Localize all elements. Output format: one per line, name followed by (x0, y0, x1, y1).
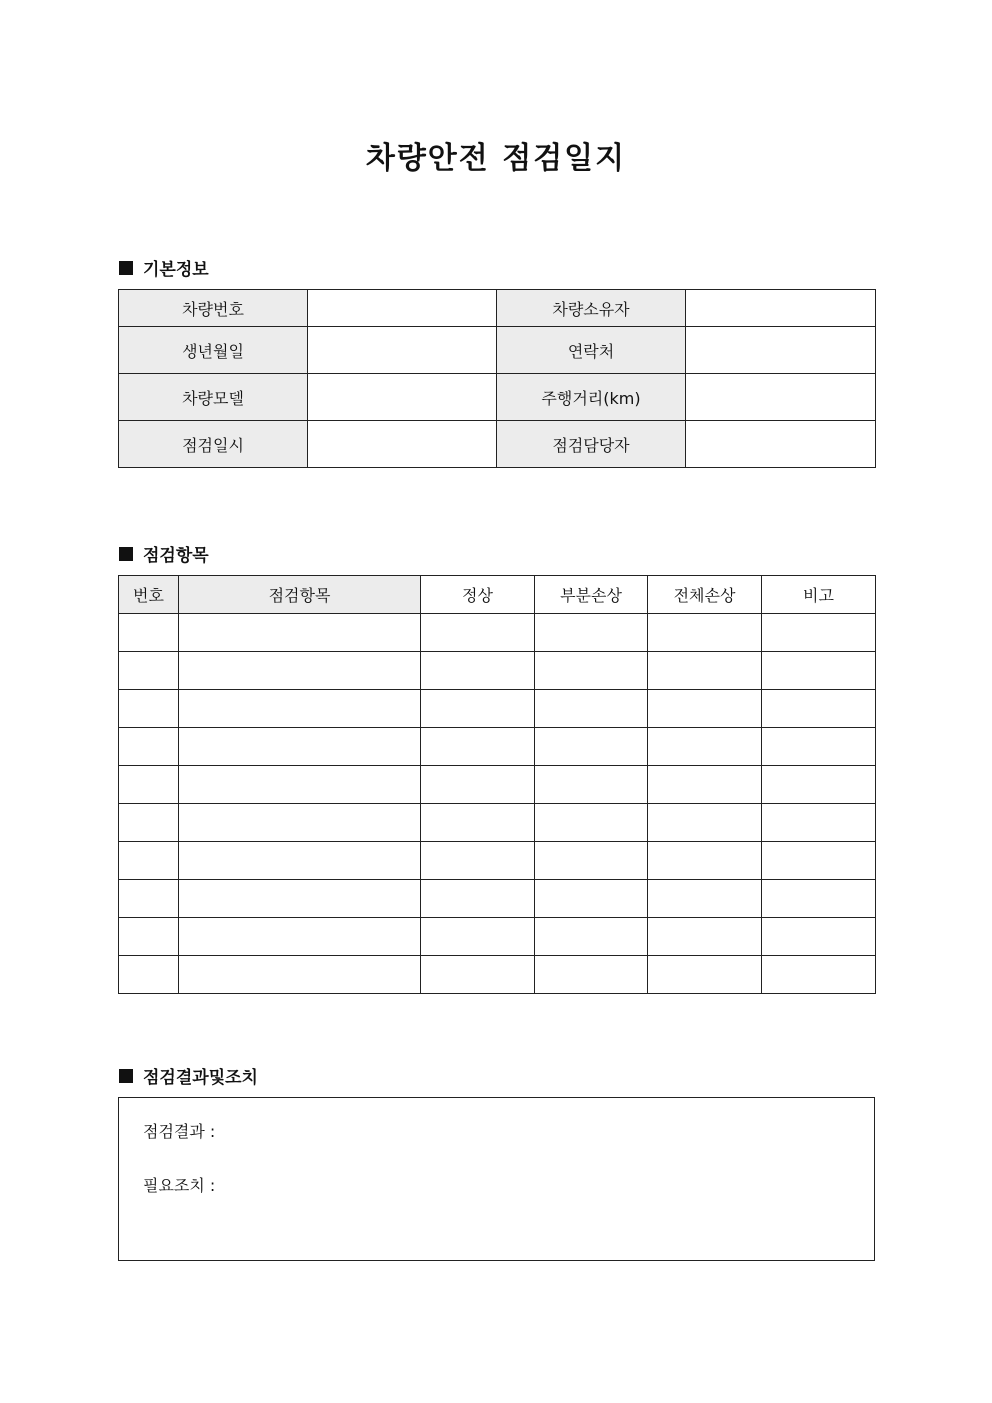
check-items-table (118, 575, 876, 994)
square-bullet-icon (119, 547, 133, 561)
remarks-cell[interactable] (762, 728, 876, 766)
inspector-label: 점검담당자 (497, 421, 686, 468)
vehicle-model-label: 차량모델 (119, 374, 308, 421)
partial-damage-cell[interactable] (535, 690, 648, 728)
item-cell[interactable] (179, 880, 421, 918)
inspector-field[interactable] (686, 421, 876, 468)
normal-cell[interactable] (421, 956, 535, 994)
column-header-normal: 정상 (421, 576, 535, 614)
mileage-field[interactable] (686, 374, 876, 421)
vehicle-owner-label: 차량소유자 (497, 290, 686, 327)
square-bullet-icon (119, 1069, 133, 1083)
number-cell[interactable] (119, 956, 179, 994)
partial-damage-cell[interactable] (535, 614, 648, 652)
normal-cell[interactable] (421, 804, 535, 842)
normal-cell[interactable] (421, 614, 535, 652)
result-box (118, 1097, 875, 1261)
birth-date-field[interactable] (308, 327, 497, 374)
contact-label: 연락처 (497, 327, 686, 374)
item-cell[interactable] (179, 956, 421, 994)
normal-cell[interactable] (421, 652, 535, 690)
inspection-date-field[interactable] (308, 421, 497, 468)
remarks-cell[interactable] (762, 614, 876, 652)
check-items-heading-label: 점검항목 (143, 546, 209, 566)
total-damage-cell[interactable] (648, 804, 762, 842)
item-cell[interactable] (179, 690, 421, 728)
remarks-cell[interactable] (762, 804, 876, 842)
partial-damage-cell[interactable] (535, 728, 648, 766)
column-header-remarks: 비고 (762, 576, 876, 614)
partial-damage-cell[interactable] (535, 804, 648, 842)
partial-damage-cell[interactable] (535, 842, 648, 880)
table-row (119, 956, 876, 994)
item-cell[interactable] (179, 918, 421, 956)
table-row (119, 842, 876, 880)
required-action-label: 필요조치 : (143, 1176, 216, 1195)
basic-info-heading (119, 255, 209, 280)
table-row (119, 690, 876, 728)
result-heading-label: 점검결과및조치 (143, 1068, 258, 1088)
basic-info-table (118, 289, 876, 468)
remarks-cell[interactable] (762, 918, 876, 956)
column-header-item: 점검항목 (179, 576, 421, 614)
number-cell[interactable] (119, 804, 179, 842)
remarks-cell[interactable] (762, 652, 876, 690)
item-cell[interactable] (179, 614, 421, 652)
partial-damage-cell[interactable] (535, 652, 648, 690)
normal-cell[interactable] (421, 842, 535, 880)
number-cell[interactable] (119, 918, 179, 956)
item-cell[interactable] (179, 728, 421, 766)
total-damage-cell[interactable] (648, 956, 762, 994)
table-row (119, 290, 876, 327)
item-cell[interactable] (179, 766, 421, 804)
page-title: 차량안전 점검일지 (365, 141, 627, 176)
vehicle-number-label: 차량번호 (119, 290, 308, 327)
column-header-partial-damage: 부분손상 (535, 576, 648, 614)
partial-damage-cell[interactable] (535, 956, 648, 994)
item-cell[interactable] (179, 804, 421, 842)
table-row (119, 918, 876, 956)
inspection-result-label: 점검결과 : (143, 1122, 216, 1141)
remarks-cell[interactable] (762, 842, 876, 880)
total-damage-cell[interactable] (648, 690, 762, 728)
total-damage-cell[interactable] (648, 842, 762, 880)
total-damage-cell[interactable] (648, 728, 762, 766)
partial-damage-cell[interactable] (535, 880, 648, 918)
vehicle-number-field[interactable] (308, 290, 497, 327)
number-cell[interactable] (119, 728, 179, 766)
table-row (119, 327, 876, 374)
vehicle-owner-field[interactable] (686, 290, 876, 327)
check-items-heading (119, 541, 209, 566)
vehicle-model-field[interactable] (308, 374, 497, 421)
mileage-label: 주행거리(km) (497, 374, 686, 421)
square-bullet-icon (119, 261, 133, 275)
contact-field[interactable] (686, 327, 876, 374)
table-row (119, 652, 876, 690)
number-cell[interactable] (119, 766, 179, 804)
column-header-number: 번호 (119, 576, 179, 614)
total-damage-cell[interactable] (648, 766, 762, 804)
item-cell[interactable] (179, 652, 421, 690)
table-header-row (119, 576, 876, 614)
remarks-cell[interactable] (762, 880, 876, 918)
total-damage-cell[interactable] (648, 880, 762, 918)
total-damage-cell[interactable] (648, 918, 762, 956)
table-row (119, 421, 876, 468)
normal-cell[interactable] (421, 690, 535, 728)
remarks-cell[interactable] (762, 766, 876, 804)
table-row (119, 374, 876, 421)
total-damage-cell[interactable] (648, 614, 762, 652)
normal-cell[interactable] (421, 766, 535, 804)
table-row (119, 880, 876, 918)
item-cell[interactable] (179, 842, 421, 880)
number-cell[interactable] (119, 652, 179, 690)
remarks-cell[interactable] (762, 690, 876, 728)
table-row (119, 614, 876, 652)
table-row (119, 804, 876, 842)
result-heading (119, 1063, 258, 1088)
table-row (119, 766, 876, 804)
normal-cell[interactable] (421, 880, 535, 918)
number-cell[interactable] (119, 880, 179, 918)
partial-damage-cell[interactable] (535, 766, 648, 804)
remarks-cell[interactable] (762, 956, 876, 994)
normal-cell[interactable] (421, 728, 535, 766)
total-damage-cell[interactable] (648, 652, 762, 690)
number-cell[interactable] (119, 842, 179, 880)
number-cell[interactable] (119, 690, 179, 728)
column-header-total-damage: 전체손상 (648, 576, 762, 614)
table-row (119, 728, 876, 766)
birth-date-label: 생년월일 (119, 327, 308, 374)
partial-damage-cell[interactable] (535, 918, 648, 956)
basic-info-heading-label: 기본정보 (143, 260, 209, 280)
inspection-date-label: 점검일시 (119, 421, 308, 468)
normal-cell[interactable] (421, 918, 535, 956)
number-cell[interactable] (119, 614, 179, 652)
